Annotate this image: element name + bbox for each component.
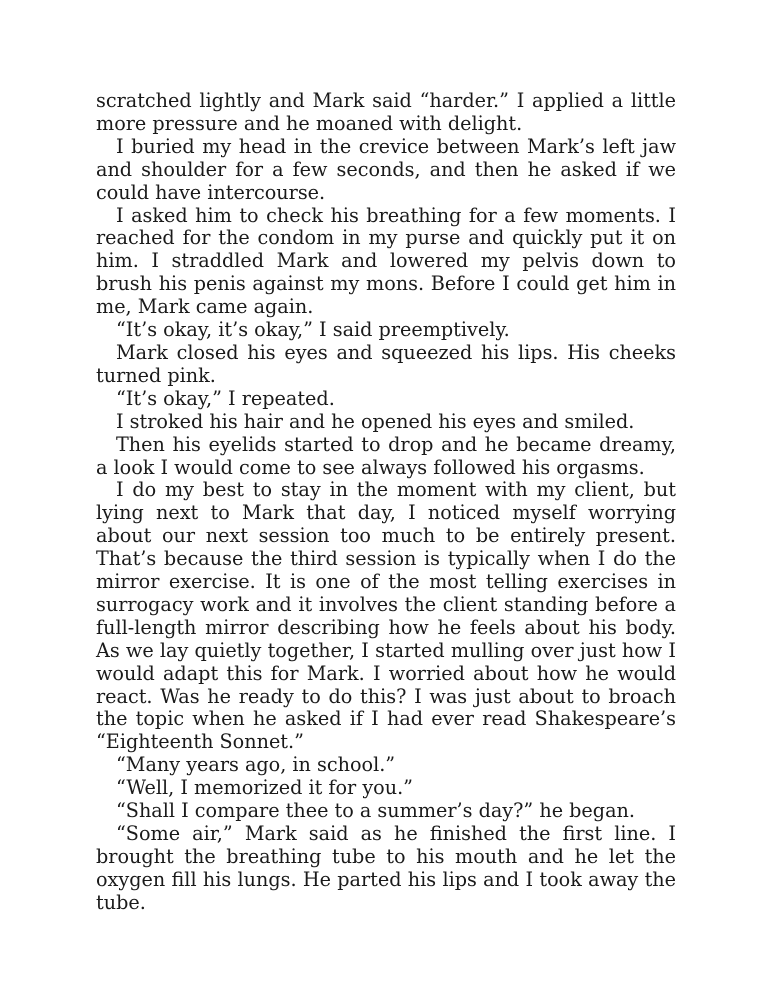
- paragraph: I buried my head in the crevice between Mark’s left jaw and shoulder for a few seconds, and then he asked if we could have intercourse.: [96, 134, 676, 204]
- paragraph: I stroked his hair and he opened his eyes and smiled.: [116, 409, 635, 433]
- paragraph: “Many years ago, in school.”: [116, 753, 396, 777]
- page-body: [96, 90, 676, 915]
- paragraph: Then his eyelids started to drop and he became dreamy, a look I would come to see always followed his orgasms.: [96, 432, 676, 479]
- paragraph: I asked him to check his breathing for a few moments. I reached for the condom in my purse and quickly put it on him. I straddled Mark and lowered my pelvis down to brush his penis against my mons. Before I could get him in me, Mark came again.: [96, 203, 676, 319]
- paragraph: I do my best to stay in the moment with my client, but lying next to Mark that day, I noticed myself worrying about our next session too much to be entirely present. That’s because the third session is typically when I do the mirror exercise. It is one of the most telling exercises in surrogacy work and it involves the client standing before a full-length mirror describing how he feels about his body. As we lay quietly together, I started mulling over just how I would adapt this for Mark. I worried about how he would react. Was he ready to do this? I was just about to broach the topic when he asked if I had ever read Shakespeare’s “Eighteenth Sonnet.”: [96, 478, 676, 754]
- paragraph: “It’s okay,” I repeated.: [116, 386, 335, 410]
- paragraph: “Shall I compare thee to a summer’s day?” he began.: [116, 799, 635, 823]
- paragraph: scratched lightly and Mark said “harder.” I applied a little more pressure and he moaned with delight.: [96, 89, 676, 135]
- paragraph: Mark closed his eyes and squeezed his lips. His cheeks turned pink.: [96, 340, 676, 387]
- paragraph: “Some air,” Mark said as he finished the first line. I brought the breathing tube to his mouth and he let the oxygen fill his lungs. He parted his lips and I took away the tube.: [96, 822, 676, 914]
- paragraph: “It’s okay, it’s okay,” I said preemptively.: [116, 318, 510, 342]
- paragraph: “Well, I memorized it for you.”: [116, 776, 413, 800]
